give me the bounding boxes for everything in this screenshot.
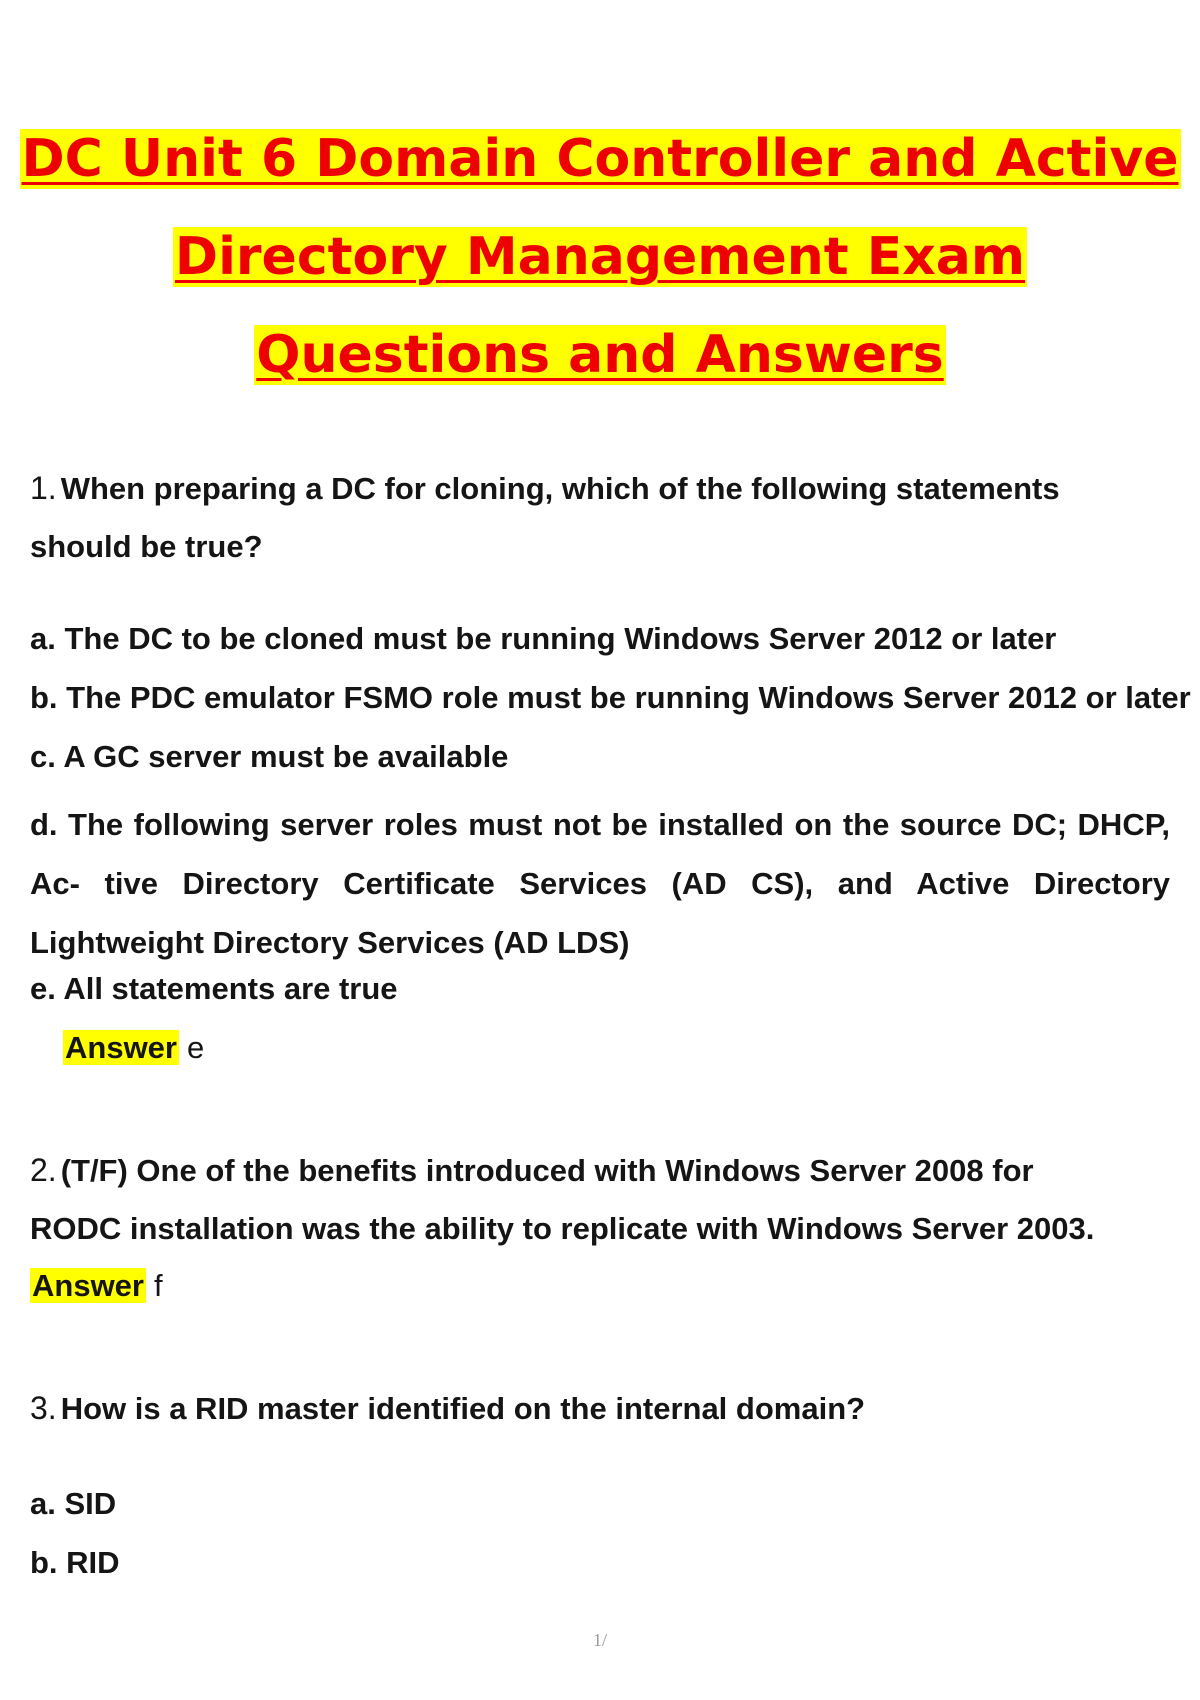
- question-1-line-1: [30, 468, 1060, 509]
- question-1-option-c: c. A GC server must be available: [30, 739, 509, 774]
- question-1-line-2: should be true?: [30, 529, 263, 564]
- page-number: 1/: [592, 1630, 607, 1650]
- question-2-answer: [30, 1266, 163, 1306]
- answer-label: Answer: [65, 1030, 177, 1065]
- question-2-line-1: [30, 1150, 1034, 1191]
- question-2-line-2: RODC installation was the ability to replicate with Windows Server 2003.: [30, 1211, 1095, 1246]
- question-1-number: 1.: [30, 470, 57, 506]
- question-1-option-b: b. The PDC emulator FSMO role must be running Windows Server 2012 or later: [30, 680, 1191, 715]
- question-3-option-a: a. SID: [30, 1486, 117, 1521]
- question-3-number: 3.: [30, 1390, 57, 1426]
- title-text-3: Questions and Answers: [256, 325, 944, 385]
- title-line-2: [0, 208, 1200, 306]
- question-1-text-1: When preparing a DC for cloning, which of the following statements: [60, 471, 1060, 506]
- question-2-text-1: (T/F) One of the benefits introduced with Windows Server 2008 for: [60, 1153, 1034, 1188]
- answer-value: e: [186, 1030, 205, 1065]
- question-3-text-1: How is a RID master identified on the internal domain?: [60, 1391, 866, 1426]
- question-1-option-d: d. The following server roles must not be installed on the source DC; DHCP, Ac- tive Directory Certificate Services (AD CS), and Active Directory Lightweight Directory Services (AD LDS): [30, 807, 1170, 960]
- document-title: [0, 110, 1200, 404]
- question-3-line-1: [30, 1388, 865, 1429]
- question-1-answer: [63, 1028, 204, 1068]
- title-text-1: DC Unit 6 Domain Controller and Active: [21, 129, 1179, 189]
- answer-value: f: [153, 1268, 163, 1303]
- question-1-option-e: e. All statements are true: [30, 971, 398, 1006]
- question-2-number: 2.: [30, 1152, 57, 1188]
- title-text-2: Directory Management Exam: [174, 227, 1026, 287]
- question-1-option-a: a. The DC to be cloned must be running Windows Server 2012 or later: [30, 621, 1057, 656]
- title-line-1: [0, 110, 1200, 208]
- answer-label: Answer: [32, 1268, 144, 1303]
- question-3-option-b: b. RID: [30, 1545, 120, 1580]
- title-line-3: [0, 306, 1200, 404]
